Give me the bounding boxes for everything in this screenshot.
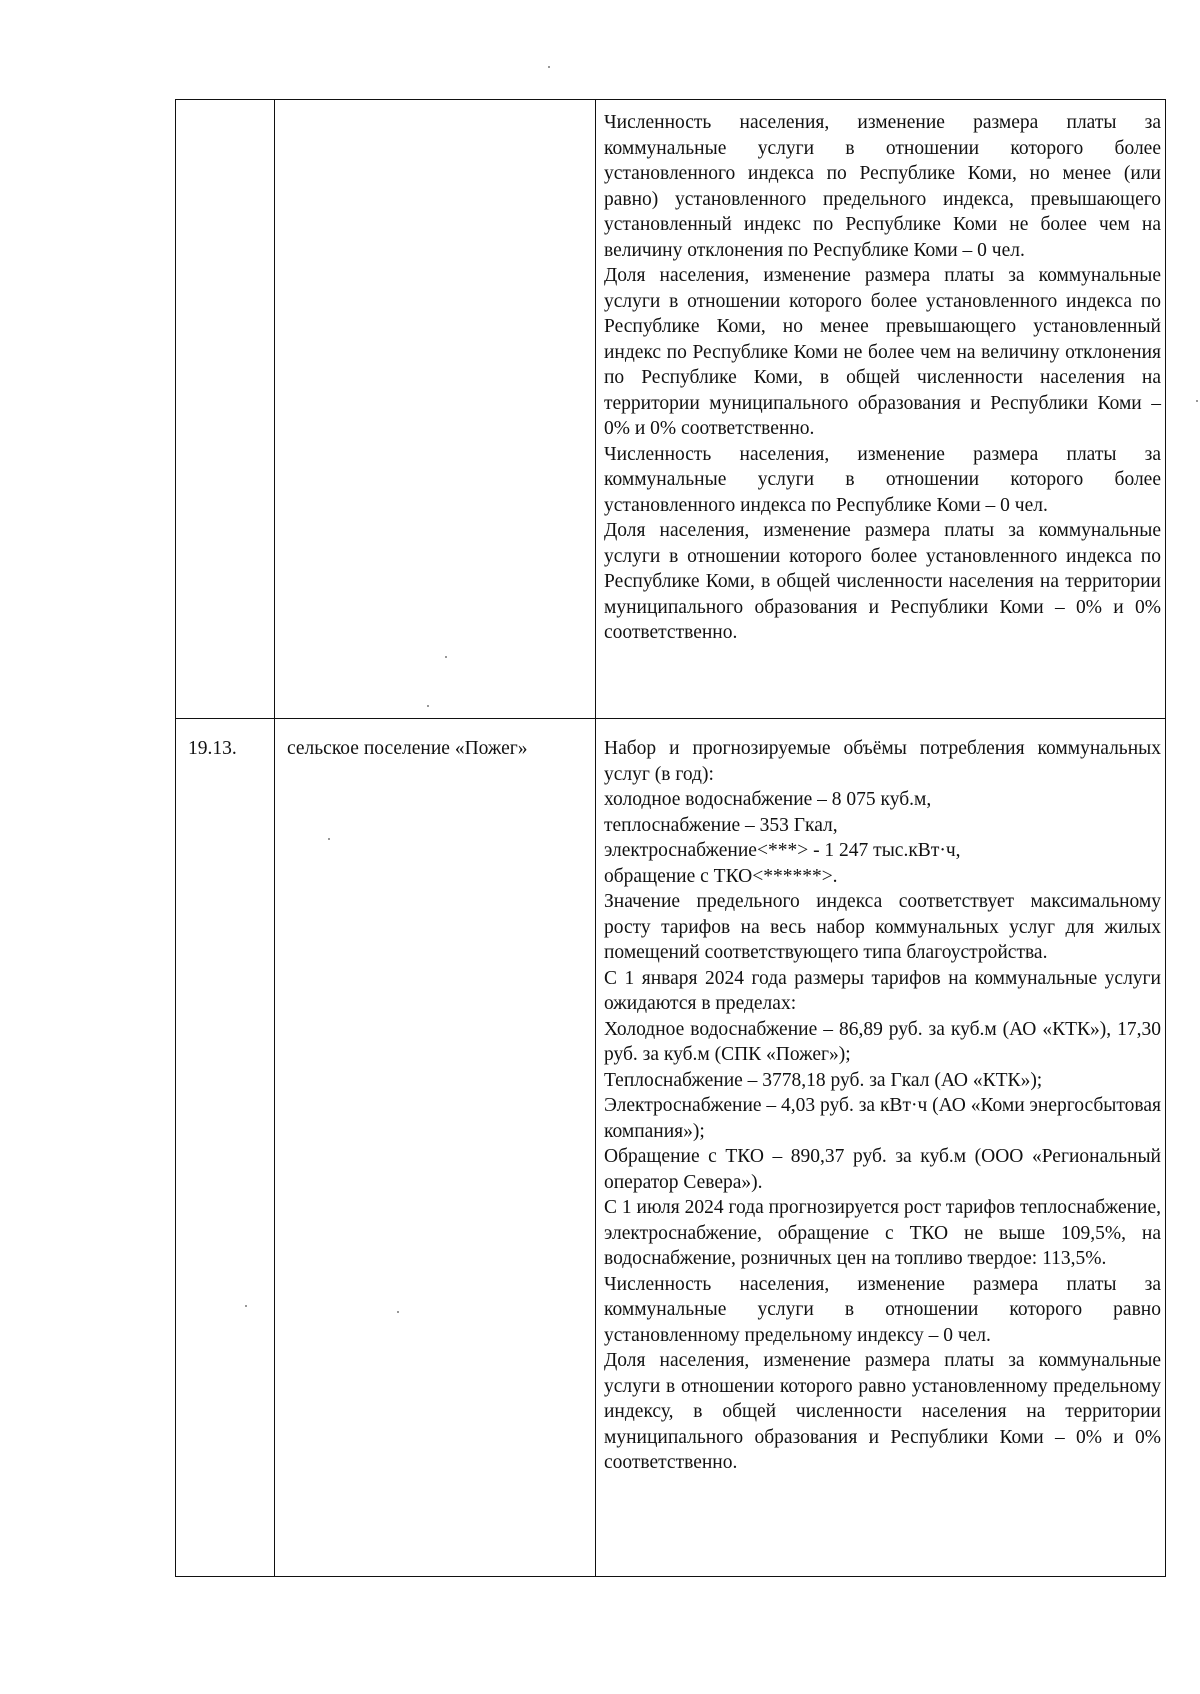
electricity-volume: электроснабжение<***> - 1 247 тыс.кВт·ч, bbox=[604, 840, 961, 861]
table-row bbox=[176, 719, 1166, 1577]
table-row bbox=[176, 100, 1166, 719]
january-tariffs-paragraph: С 1 января 2024 года размеры тарифов на коммунальные услуги ожидаются в пределах: bbox=[604, 967, 1161, 1014]
description-cell bbox=[596, 719, 1166, 1577]
scan-speck bbox=[397, 1311, 399, 1313]
cold-water-volume: холодное водоснабжение – 8 075 куб.м, bbox=[604, 789, 932, 810]
population-count-paragraph: Численность населения, изменение размера платы за коммунальные услуги в отношении которого более установленного индекса по Республике Коми, но менее (или равно) установленного предельного индекса, превышающего установленный индекс по Республике Коми не более чем на величину отклонения по Республике Коми – 0 чел. bbox=[604, 112, 1161, 261]
scan-speck bbox=[427, 705, 429, 707]
row-number-cell: 19.13. bbox=[176, 719, 275, 1577]
scan-speck bbox=[245, 1305, 247, 1307]
municipality-cell: сельское поселение «Пожег» bbox=[275, 719, 596, 1577]
electricity-tariff: Электроснабжение – 4,03 руб. за кВт·ч (АО «Коми энергосбытовая компания»); bbox=[604, 1095, 1161, 1142]
july-growth-paragraph: С 1 июля 2024 года прогнозируется рост тарифов теплоснабжение, электроснабжение, обращение с ТКО не выше 109,5%, на водоснабжение, розничных цен на топливо твердое: 113,5%. bbox=[604, 1197, 1161, 1269]
population-share-paragraph: Доля населения, изменение размера платы за коммунальные услуги в отношении которого более установленного индекса по Республике Коми, но менее превышающего установленный индекс по Республике Коми не более чем на величину отклонения по Республике Коми, в общей численности населения на территории муниципального образования и Республики Коми – 0% и 0% соответственно. bbox=[604, 265, 1161, 439]
description-cell bbox=[596, 100, 1166, 719]
scan-speck bbox=[445, 656, 447, 658]
scan-speck bbox=[1196, 400, 1198, 402]
tariff-table bbox=[175, 99, 1166, 1577]
population-count-paragraph: Численность населения, изменение размера платы за коммунальные услуги в отношении которого более установленного индекса по Республике Коми – 0 чел. bbox=[604, 443, 1161, 516]
municipality-cell bbox=[275, 100, 596, 719]
population-share-paragraph: Доля населения, изменение размера платы за коммунальные услуги в отношении которого равно установленному предельному индексу, в общей численности населения на территории муниципального образования и Республики Коми – 0% и 0% соответственно. bbox=[604, 1350, 1161, 1473]
heat-tariff: Теплоснабжение – 3778,18 руб. за Гкал (АО «КТК»); bbox=[604, 1069, 1043, 1091]
waste-tariff: Обращение с ТКО – 890,37 руб. за куб.м (ООО «Региональный оператор Севера»). bbox=[604, 1146, 1161, 1193]
limit-index-paragraph: Значение предельного индекса соответствует максимальному росту тарифов на весь набор коммунальных услуг для жилых помещений соответствующего типа благоустройства. bbox=[604, 891, 1161, 963]
population-share-paragraph: Доля населения, изменение размера платы за коммунальные услуги в отношении которого более установленного индекса по Республике Коми, в общей численности населения на территории муниципального образования и Республики Коми – 0% и 0% соответственно. bbox=[604, 520, 1161, 643]
consumption-intro-paragraph: Набор и прогнозируемые объёмы потребления коммунальных услуг (в год): bbox=[604, 738, 1161, 785]
heat-volume: теплоснабжение – 353 Гкал, bbox=[604, 814, 838, 836]
cold-water-tariff: Холодное водоснабжение – 86,89 руб. за куб.м (АО «КТК»), 17,30 руб. за куб.м (СПК «Пожег»); bbox=[604, 1018, 1161, 1065]
row-number-cell bbox=[176, 100, 275, 719]
waste-volume: обращение с ТКО<******>. bbox=[604, 865, 838, 887]
scan-speck bbox=[548, 66, 550, 68]
scan-speck bbox=[328, 838, 330, 840]
population-count-paragraph: Численность населения, изменение размера платы за коммунальные услуги в отношении которого равно установленному предельному индексу – 0 чел. bbox=[604, 1273, 1161, 1346]
